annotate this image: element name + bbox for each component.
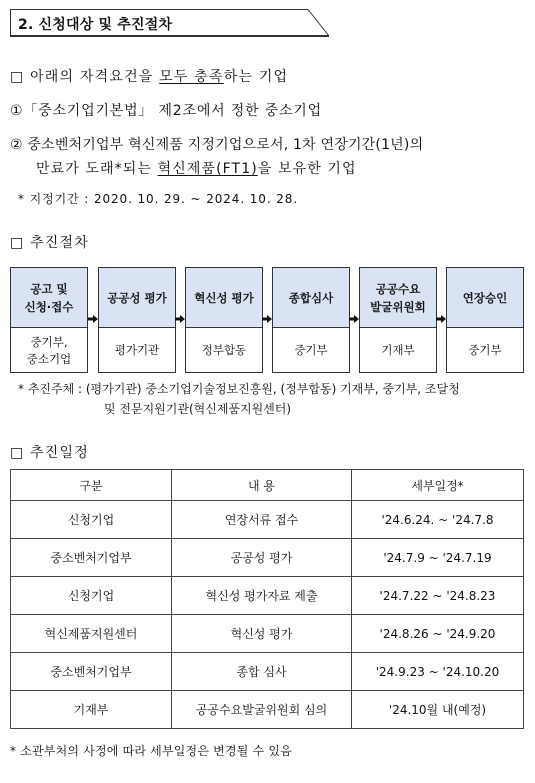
table-cell: '24.10월 내(예정) xyxy=(352,691,524,729)
table-cell: 중소벤처기업부 xyxy=(11,653,172,691)
eligibility-item-2-line-2: 만료가 도래*되는 혁신제품(FT1)을 보유한 기업 xyxy=(36,161,357,177)
procedure-step-5 xyxy=(359,267,437,373)
step-title: 공공수요 발굴위원회 xyxy=(360,268,436,328)
step-actor: 평가기관 xyxy=(114,343,160,357)
procedure-step-6 xyxy=(446,267,524,373)
arrow-right-icon xyxy=(349,314,359,324)
table-cell: 공공수요발굴위원회 심의 xyxy=(172,691,352,729)
designation-period-note: * 지정기간 : 2020. 10. 29. ~ 2024. 10. 28. xyxy=(18,192,299,206)
step-actor: 중기부, 중소기업 xyxy=(26,334,72,366)
table-cell: '24.7.22 ~ '24.8.23 xyxy=(352,577,524,615)
table-cell: 혁신성 평가자료 제출 xyxy=(172,577,352,615)
table-cell: 종합 심사 xyxy=(172,653,352,691)
table-header-row xyxy=(11,470,524,501)
table-cell: '24.9.23 ~ '24.10.20 xyxy=(352,653,524,691)
step-title: 공고 및 신청·접수 xyxy=(11,268,87,328)
table-row xyxy=(11,653,524,691)
table-cell: '24.7.9 ~ '24.7.19 xyxy=(352,539,524,577)
arrow-right-icon xyxy=(175,314,185,324)
procedure-step-3 xyxy=(185,267,263,373)
table-row xyxy=(11,501,524,539)
eligibility-heading: □ 아래의 자격요건을 모두 충족하는 기업 xyxy=(10,69,289,85)
table-cell: 혁신성 평가 xyxy=(172,615,352,653)
eligibility-item-2-line-1: ② 중소벤처기업부 혁신제품 지정기업으로서, 1차 연장기간(1년)의 xyxy=(10,137,424,153)
table-row xyxy=(11,615,524,653)
table-cell: 기재부 xyxy=(11,691,172,729)
procedure-step-4 xyxy=(272,267,350,373)
step-title: 연장승인 xyxy=(447,268,523,328)
schedule-heading: □ 추진일정 xyxy=(10,445,89,461)
table-cell: 공공성 평가 xyxy=(172,539,352,577)
title-tab-diagonal xyxy=(300,9,330,39)
table-row xyxy=(11,577,524,615)
schedule-table xyxy=(10,469,524,729)
table-cell: '24.6.24. ~ '24.7.8 xyxy=(352,501,524,539)
step-actor: 중기부 xyxy=(468,343,502,357)
eligibility-item-1: ①「중소기업기본법」 제2조에서 정한 중소기업 xyxy=(10,103,322,119)
column-header: 구분 xyxy=(11,470,172,501)
step-title: 공공성 평가 xyxy=(99,268,175,328)
procedure-heading: □ 추진절차 xyxy=(10,235,89,251)
arrow-right-icon xyxy=(88,314,98,324)
arrow-right-icon xyxy=(262,314,272,324)
procedure-step-1 xyxy=(10,267,88,373)
table-cell: 연장서류 접수 xyxy=(172,501,352,539)
procedure-step-2 xyxy=(98,267,176,373)
table-cell: 신청기업 xyxy=(11,501,172,539)
column-header: 내 용 xyxy=(172,470,352,501)
table-cell: '24.8.26 ~ '24.9.20 xyxy=(352,615,524,653)
schedule-footnote: * 소관부처의 사정에 따라 세부일정은 변경될 수 있음 xyxy=(10,744,292,758)
table-row xyxy=(11,539,524,577)
arrow-right-icon xyxy=(436,314,446,324)
step-actor: 중기부 xyxy=(294,343,328,357)
table-cell: 혁신제품지원센터 xyxy=(11,615,172,653)
step-actor: 정부합동 xyxy=(201,343,247,357)
table-row xyxy=(11,691,524,729)
column-header: 세부일정* xyxy=(352,470,524,501)
procedure-note-line-1: * 추진주체 : (평가기관) 중소기업기술정보진흥원, (정부합동) 기재부, 중기부, 조달청 xyxy=(18,382,460,396)
step-actor: 기재부 xyxy=(381,343,415,357)
table-cell: 신청기업 xyxy=(11,577,172,615)
section-title: 2. 신청대상 및 추진절차 xyxy=(18,17,173,33)
table-cell: 중소벤처기업부 xyxy=(11,539,172,577)
step-title: 혁신성 평가 xyxy=(186,268,262,328)
procedure-note-line-2: 및 전문지원기관(혁신제품지원센터) xyxy=(104,402,292,416)
step-title: 종합심사 xyxy=(273,268,349,328)
